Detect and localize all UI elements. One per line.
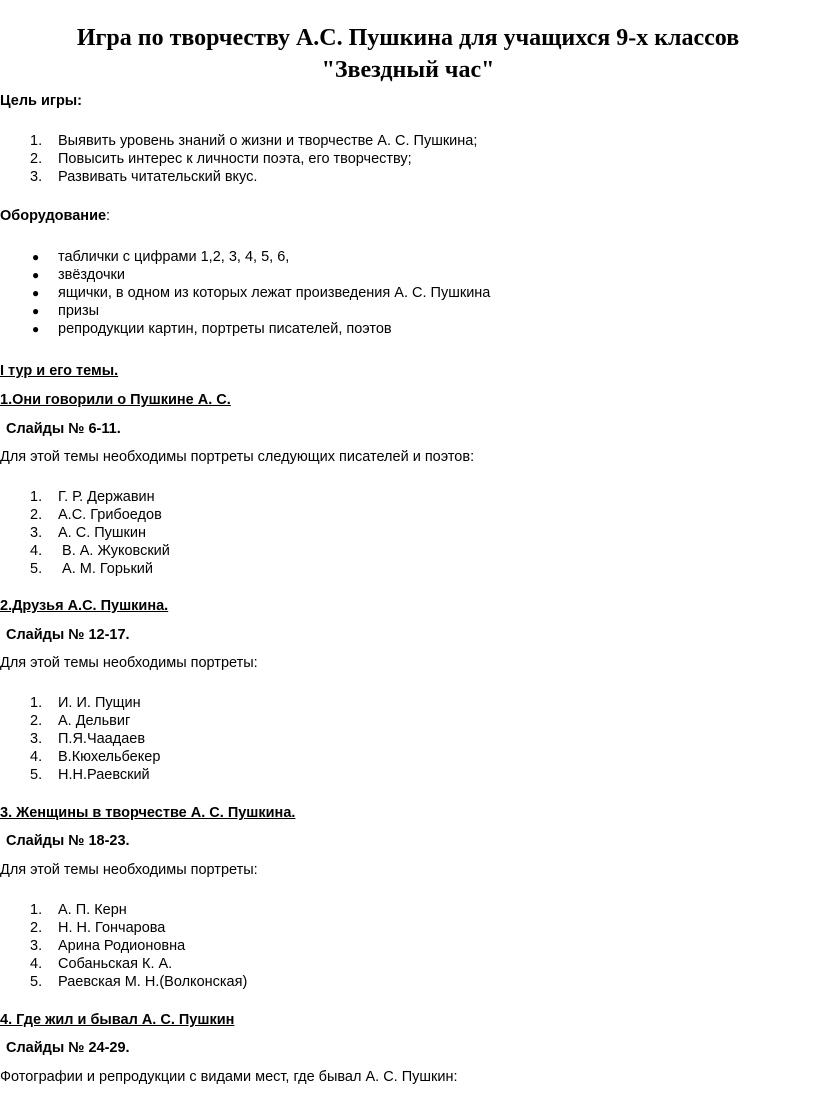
topic4-heading: 4. Где жил и бывал А. С. Пушкин xyxy=(0,1012,235,1028)
topic3-intro: Для этой темы необходимы портреты: xyxy=(0,862,258,878)
topic2-slides: Слайды № 12-17. xyxy=(6,627,130,643)
title-line-2: "Звездный час" xyxy=(321,57,495,83)
bullet-icon: ● xyxy=(32,322,40,336)
topic3-slides: Слайды № 18-23. xyxy=(6,833,130,849)
topic4-intro: Фотографии и репродукции с видами мест, где бывал А. С. Пушкин: xyxy=(0,1069,458,1085)
bullet-icon: ● xyxy=(32,286,40,300)
topic2-intro: Для этой темы необходимы портреты: xyxy=(0,655,258,671)
topic1-intro: Для этой темы необходимы портреты следующих писателей и поэтов: xyxy=(0,449,475,465)
title-line-1: Игра по творчеству А.С. Пушкина для учащихся 9-х классов xyxy=(76,25,740,51)
topic1-heading: 1.Они говорили о Пушкине А. С. xyxy=(0,392,231,408)
document-page: Игра по творчеству А.С. Пушкина для учащихся 9-х классов "Звездный час" Цель игры: 1. Выявить уровень знаний о жизни и творчестве А. С. Пушкина; 2. Повысить интерес к личности поэта, его творчеству; 3. Развивать читательский вкус. Оборудование: ● таблички с цифрами 1,2, 3, 4, 5, 6, ● звёздочки ● ящички, в одном из которых лежат произведения А. С. Пушкина ● призы ● репродукции картин, портреты писателей, поэтов I тур и его темы. 1.Они говорили о Пушкине А. С. Слайды № 6-11. Для этой темы необходимы портреты следующих писателей и поэтов: 1. Г. Р. Державин 2. А.С. Грибоедов 3. А. С. Пушкин 4. В. А. Жуковский 5. А. М. Горький 2.Друзья А.С. Пушкина. Слайды № 12-17. Для этой темы необходимы портреты: 1. И. И. Пущин 2. А. Дельвиг 3. П.Я.Чаадаев 4. В.Кюхельбекер 5. Н.Н.Раевский 3. Женщины в творчестве А. С. Пушкина. Слайды № 18-23. Для этой темы необходимы портреты: 1. А. П. Керн 2. Н. Н. Гончарова 3. Арина Родионовна 4. Собаньская К. А. 5. Раевская М. Н.(Волконская) 4. Где жил и бывал А. С. Пушкин Слайды № 24-29. Фотографии и репродукции с видами мест, где бывал А. С. Пушкин: xyxy=(0,0,816,1101)
topic2-heading: 2.Друзья А.С. Пушкина. xyxy=(0,598,169,614)
bullet-icon: ● xyxy=(32,268,40,282)
tour-heading: I тур и его темы. xyxy=(0,363,119,379)
bullet-icon: ● xyxy=(32,304,40,318)
topic4-slides: Слайды № 24-29. xyxy=(6,1040,130,1056)
equipment-heading: Оборудование: xyxy=(0,208,111,224)
topic3-heading: 3. Женщины в творчестве А. С. Пушкина. xyxy=(0,805,296,821)
document-title xyxy=(0,22,816,86)
goal-heading: Цель игры: xyxy=(0,93,83,109)
bullet-icon: ● xyxy=(32,250,40,264)
topic1-slides: Слайды № 6-11. xyxy=(6,421,121,437)
